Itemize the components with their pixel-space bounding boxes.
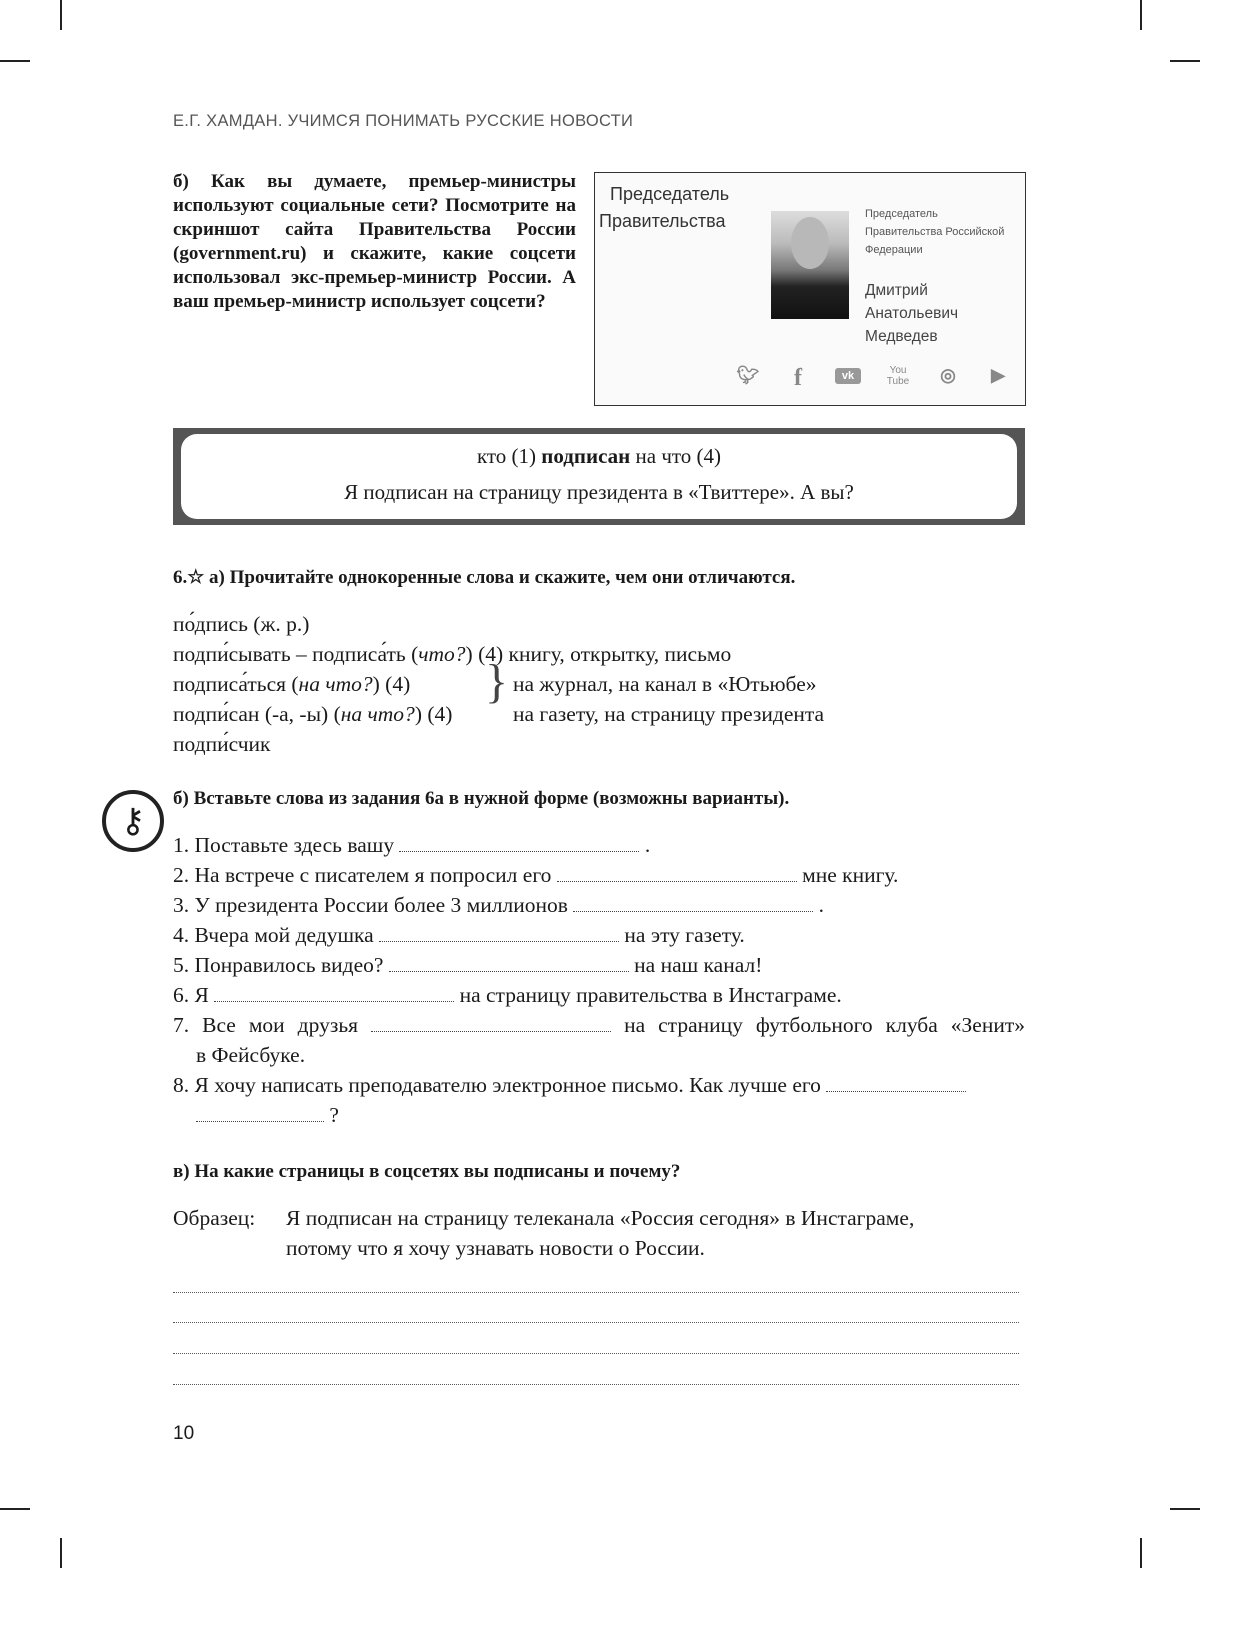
person-name: Дмитрий Анатольевич Медведев [865,282,959,345]
blank-field[interactable] [389,957,629,972]
crop-mark [1140,0,1142,30]
crop-mark [1170,1508,1200,1510]
sample-label: Образец: [173,1206,256,1230]
brace-icon: } [485,655,509,708]
blank-field[interactable] [826,1077,966,1092]
blank-field[interactable] [371,1017,611,1032]
crop-mark [1140,1538,1142,1568]
government-screenshot [594,172,1026,406]
list-item: 2. На встрече с писателем я попросил его мне книгу. [173,863,899,887]
social-icons [735,365,1011,392]
answer-line[interactable] [173,1353,1019,1354]
blank-field[interactable] [214,987,454,1002]
ex6a-words: по́дпись (ж. р.) подпи́сывать – подписа́ть (что?) (4) книгу, открытку, письмо подписа́ться (на что?) (4) на журнал, на канал в «Ютьюбе» подпи́сан (-а, -ы) (на что?) (4) на газету, на страницу президента подпи́счик } [173,612,825,756]
sample-answer: Я подписан на страницу телеканала «Россия сегодня» в Инстаграме, потому что я хочу узнавать новости о России. [286,1206,915,1260]
rule-bold: подписан [541,444,631,468]
grammar-rule-box [173,428,1025,525]
portrait-photo [771,211,849,319]
crop-mark [1170,60,1200,62]
crop-mark [0,60,30,62]
blank-field[interactable] [573,897,813,912]
blank-field[interactable] [379,927,619,942]
blank-field[interactable] [196,1107,324,1122]
youtube-icon[interactable]: You Tube [886,365,910,387]
ex6b-title: б) Вставьте слова из задания 6а в нужной форме (возможны варианты). [173,788,790,809]
ex6b-items [173,830,1025,1130]
list-item-continuation: в Фейсбуке. [196,1043,306,1067]
list-item: 4. Вчера мой дедушка на эту газету. [173,923,745,947]
vk-icon[interactable]: vk [835,368,861,384]
list-item: 8. Я хочу написать преподавателю электронное письмо. Как лучше его [173,1070,1025,1100]
ex6c-title: в) На какие страницы в соцсетях вы подписаны и почему? [173,1161,681,1182]
crop-mark [60,1538,62,1568]
blank-field[interactable] [557,867,797,882]
crop-mark [0,1508,30,1510]
list-item: 1. Поставьте здесь вашу . [173,833,651,857]
twitter-icon[interactable]: 🐦︎ [736,365,760,385]
list-item: 5. Понравилось видео? на наш канал! [173,953,763,977]
video-icon[interactable]: ▶ [991,365,1005,385]
list-item: 6. Я на страницу правительства в Инстаграме. [173,983,842,1007]
list-item: 3. У президента России более 3 миллионов . [173,893,824,917]
list-item: 7. Все мои друзья на страницу футбольного клуба «Зенит» [173,1013,1025,1037]
blank-field[interactable] [399,837,639,852]
title-line: Председатель [610,184,730,204]
rule-example: Я подписан на страницу президента в «Твиттере». А вы? [344,480,854,504]
title-line: Правительства [599,211,726,231]
ex6a-title: 6.☆ а) Прочитайте однокоренные слова и скажите, чем они отличаются. [173,567,796,588]
list-item-continuation: ? [173,1100,1025,1130]
answer-line[interactable] [173,1384,1019,1385]
screenshot-title [599,181,730,235]
rule-text: кто (1) [476,444,542,468]
crop-mark [60,0,62,30]
position-text: Председатель Правительства Российской Федерации [865,208,1005,256]
key-icon: ⚷ [102,790,164,852]
task-b-question: б) Как вы думаете, премьер-министры используют социальные сети? Посмотрите на скриншот сайта Правительства России (government.ru) и скажите, какие соцсети использовал экс-премьер-министр России. А ваш премьер-министр использует соцсети? [173,171,576,312]
instagram-icon[interactable]: ◎ [940,365,956,385]
page-number: 10 [173,1423,195,1444]
facebook-icon[interactable]: f [794,365,802,391]
answer-line[interactable] [173,1292,1019,1293]
running-header: Е.Г. ХАМДАН. УЧИМСЯ ПОНИМАТЬ РУССКИЕ НОВОСТИ [173,112,634,130]
rule-text: на что (4) [630,444,722,468]
answer-line[interactable] [173,1322,1019,1323]
